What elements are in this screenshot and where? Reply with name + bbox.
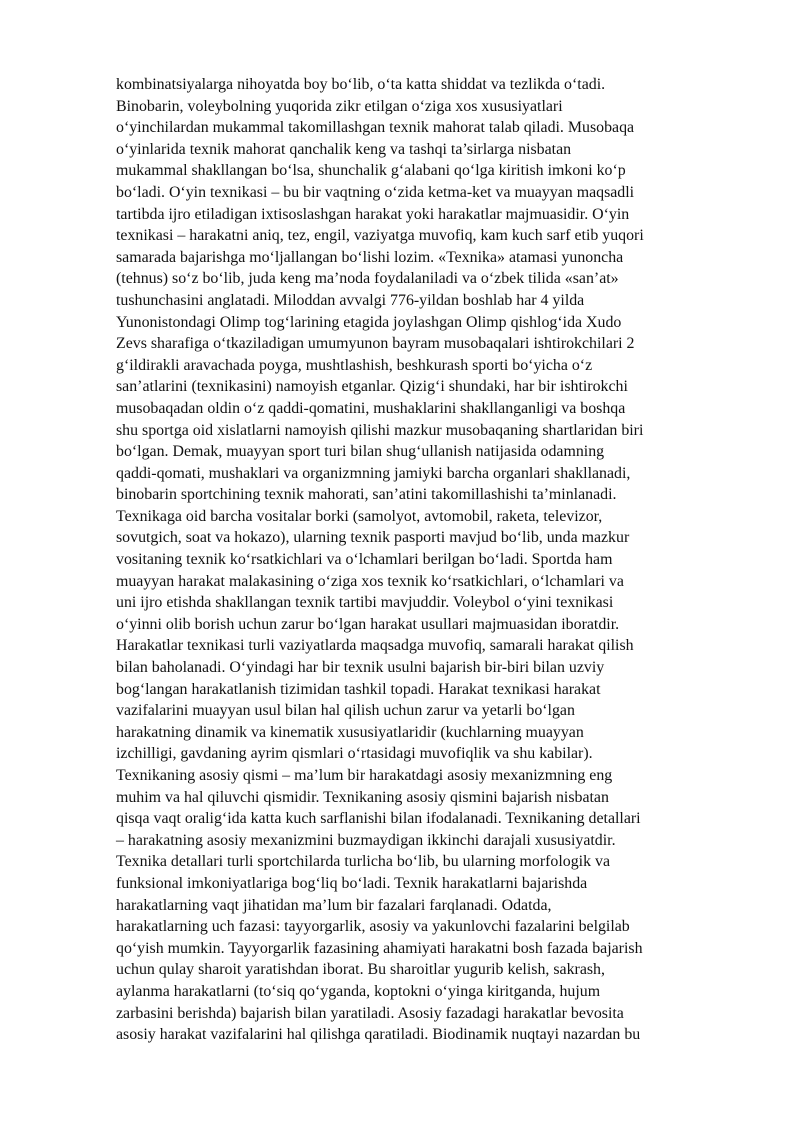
text-line: qisqa vaqt oralig‘ida katta kuch sarflanishi bilan ifodalanadi. Texnikaning detallari <box>116 810 641 828</box>
text-line: tartibda ijro etiladigan ixtisoslashgan harakat yoki harakatlar majmuasidir. O‘yin <box>116 205 630 223</box>
text-line: Zevs sharafiga o‘tkaziladigan umumyunon bayram musobaqalari ishtirokchilari 2 <box>116 335 635 353</box>
text-line: Binobarin, voleybolning yuqorida zikr etilgan o‘ziga xos xususiyatlari <box>116 97 563 115</box>
text-line: o‘yinchilardan mukammal takomillashgan texnik mahorat talab qiladi. Musobaqa <box>116 119 635 137</box>
text-line: qo‘yish mumkin. Tayyorgarlik fazasining ahamiyati harakatni bosh fazada bajarish <box>116 939 643 957</box>
text-line: bog‘langan harakatlanish tizimidan tashkil topadi. Harakat texnikasi harakat <box>116 680 601 698</box>
text-line: g‘ildirakli aravachada poyga, mushtlashish, beshkurash sporti bo‘yicha o‘z <box>116 356 593 374</box>
text-line: sovutgich, soat va hokazo), ularning texnik pasporti mavjud bo‘lib, unda mazkur <box>116 529 630 547</box>
text-line: o‘yinlarida texnik mahorat qanchalik keng va tashqi ta’sirlarga nisbatan <box>116 140 572 158</box>
text-line: o‘yinni olib borish uchun zarur bo‘lgan harakat usullari majmuasidan iboratdir. <box>116 615 620 633</box>
text-line: muayyan harakat malakasining o‘ziga xos texnik ko‘rsatkichlari, o‘lchamlari va <box>116 572 624 590</box>
text-line: bo‘ladi. O‘yin texnikasi – bu bir vaqtning o‘zida ketma-ket va muayyan maqsadli <box>116 183 635 201</box>
text-line: binobarin sportchining texnik mahorati, san’atini takomillashishi ta’minlanadi. <box>116 486 617 504</box>
text-line: vositaning texnik ko‘rsatkichlari va o‘lchamlari berilgan bo‘ladi. Sportda ham <box>116 551 613 569</box>
text-line: harakatlarning vaqt jihatidan ma’lum bir fazalari farqlanadi. Odatda, <box>116 896 552 914</box>
text-line: qaddi-qomati, mushaklari va organizmning jamiyki barcha organlari shakllanadi, <box>116 464 631 482</box>
text-line: uchun qulay sharoit yaratishdan iborat. Bu sharoitlar yugurib kelish, sakrash, <box>116 961 605 979</box>
text-line: Yunonistondagi Olimp tog‘larining etagida joylashgan Olimp qishlog‘ida Xudo <box>116 313 622 331</box>
text-line: funksional imkoniyatlariga bog‘liq bo‘ladi. Texnik harakatlarni bajarishda <box>116 874 588 892</box>
body-text <box>116 74 746 1046</box>
text-line: Texnikaga oid barcha vositalar borki (samolyot, avtomobil, raketa, televizor, <box>116 507 603 525</box>
text-line: kombinatsiyalarga nihoyatda boy bo‘lib, o‘ta katta shiddat va tezlikda o‘tadi. <box>116 76 606 93</box>
text-line: san’atlarini (texnikasini) namoyish etganlar. Qizig‘i shundaki, har bir ishtirokchi <box>116 378 628 396</box>
text-line: zarbasini berishda) bajarish bilan yaratiladi. Asosiy fazadagi harakatlar bevosita <box>116 1004 624 1022</box>
text-line: harakatning dinamik va kinematik xususiyatlaridir (kuchlarning muayyan <box>116 723 584 741</box>
text-line: (tehnus) so‘z bo‘lib, juda keng ma’noda foydalaniladi va o‘zbek tilida «san’at» <box>116 270 619 288</box>
text-line: asosiy harakat vazifalarini hal qilishga qaratiladi. Biodinamik nuqtayi nazardan bu <box>116 1026 641 1044</box>
text-line: Harakatlar texnikasi turli vaziyatlarda maqsadga muvofiq, samarali harakat qilish <box>116 637 634 655</box>
text-line: muhim va hal qiluvchi qismidir. Texnikaning asosiy qismini bajarish nisbatan <box>116 788 609 806</box>
text-line: bilan baholanadi. O‘yindagi har bir texnik usulni bajarish bir-biri bilan uzviy <box>116 659 605 677</box>
text-line: musobaqadan oldin o‘z qaddi-qomatini, mushaklarini shakllanganligi va boshqa <box>116 399 626 417</box>
text-line: texnikasi – harakatni aniq, tez, engil, vaziyatga muvofiq, kam kuch sarf etib yuqori <box>116 227 644 245</box>
text-line: mukammal shakllangan bo‘lsa, shunchalik g‘alabani qo‘lga kiritish imkoni ko‘p <box>116 162 626 180</box>
text-line: harakatlarning uch fazasi: tayyorgarlik, asosiy va yakunlovchi fazalarini belgilab <box>116 918 630 936</box>
text-line: izchilligi, gavdaning ayrim qismlari o‘rtasidagi muvofiqlik va shu kabilar). <box>116 745 593 763</box>
text-line: uni ijro etishda shakllangan texnik tartibi mavjuddir. Voleybol o‘yini texnikasi <box>116 594 614 612</box>
text-line: Texnikaning asosiy qismi – ma’lum bir harakatdagi asosiy mexanizmning eng <box>116 767 613 784</box>
text-line: vazifalarini muayyan usul bilan hal qilish uchun zarur va yetarli bo‘lgan <box>116 702 575 720</box>
text-line: bo‘lgan. Demak, muayyan sport turi bilan shug‘ullanish natijasida odamning <box>116 443 605 461</box>
text-line: tushunchasini anglatadi. Miloddan avvalgi 776-yildan boshlab har 4 yilda <box>116 291 585 309</box>
text-line: aylanma harakatlarni (to‘siq qo‘yganda, koptokni o‘yinga kiritganda, hujum <box>116 982 601 1000</box>
text-line: Texnika detallari turli sportchilarda turlicha bo‘lib, bu ularning morfologik va <box>116 853 611 871</box>
text-line: samarada bajarishga mo‘ljallangan bo‘lishi lozim. «Texnika» atamasi yunoncha <box>116 248 624 266</box>
text-line: – harakatning asosiy mexanizmini buzmaydigan ikkinchi darajali xususiyatdir. <box>116 831 616 849</box>
text-line: shu sportga oid xislatlarni namoyish qilishi mazkur musobaqaning shartlaridan biri <box>116 421 644 439</box>
